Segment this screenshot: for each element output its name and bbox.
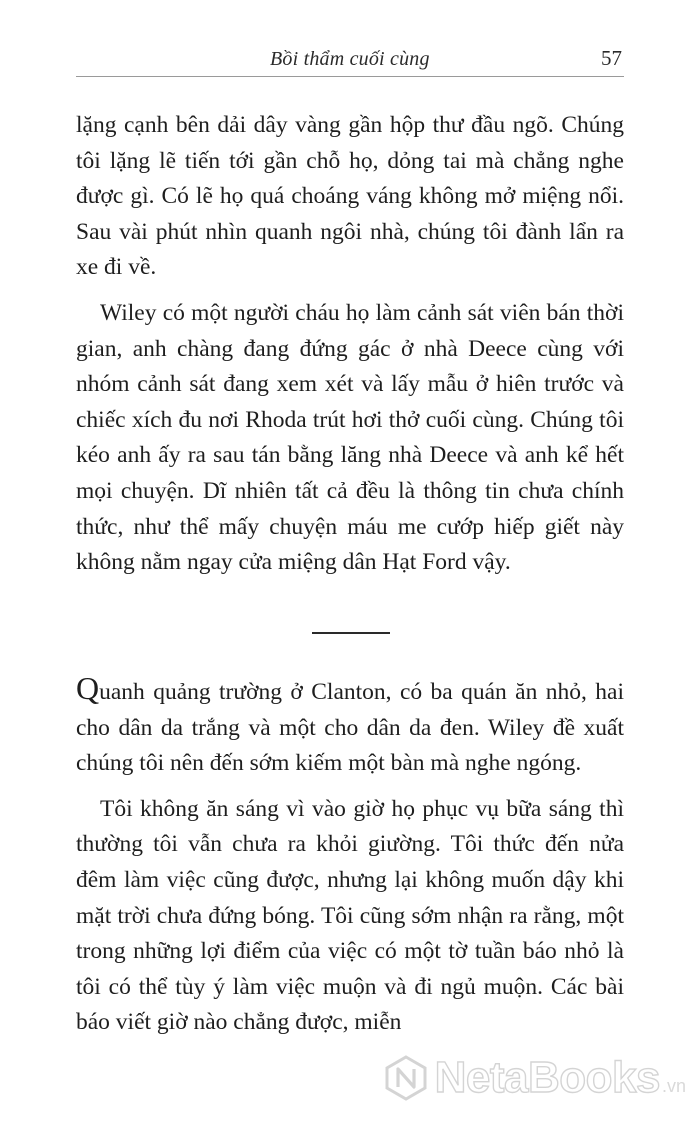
text-block-bottom <box>76 672 624 1051</box>
header-divider <box>76 76 624 77</box>
watermark-brand: NetaBooks <box>434 1053 660 1102</box>
paragraph-section-opening <box>76 672 624 782</box>
page-number: 57 <box>601 46 622 70</box>
watermark <box>383 1053 686 1103</box>
section-break-rule <box>312 632 390 634</box>
drop-cap: Q <box>76 670 100 706</box>
paragraph-opening-text: uanh quảng trường ở Clanton, có ba quán ăn nhỏ, hai cho dân da trắng và một cho dân da đen. Wiley đề xuất chúng tôi nên đến sớm kiếm một bàn mà nghe ngóng. <box>76 679 624 777</box>
running-title: Bồi thẩm cuối cùng <box>270 48 430 70</box>
paragraph-continued: lặng cạnh bên dải dây vàng gần hộp thư đầu ngõ. Chúng tôi lặng lẽ tiến tới gần chỗ họ, dỏng tai mà chẳng nghe được gì. Có lẽ họ quá choáng váng không mở miệng nổi. Sau vài phút nhìn quanh ngôi nhà, chúng tôi đành lẩn ra xe đi về. <box>76 112 624 281</box>
text-block-top <box>76 108 624 591</box>
watermark-suffix: .vn <box>661 1076 686 1096</box>
paragraph-wiley-cousin: Wiley có một người cháu họ làm cảnh sát viên bán thời gian, anh chàng đang đứng gác ở nhà Deece cùng với nhóm cảnh sát đang xem xét và lấy mẫu ở hiên trước và chiếc xích đu nơi Rhoda trút hơi thở cuối cùng. Chúng tôi kéo anh ấy ra sau tán bằng lăng nhà Deece và anh kể hết mọi chuyện. Dĩ nhiên tất cả đều là thông tin chưa chính thức, như thể mấy chuyện máu me cướp hiếp giết này không nằm ngay cửa miệng dân Hạt Ford vậy. <box>76 299 624 576</box>
netabooks-logo-icon <box>383 1055 429 1101</box>
paragraph-breakfast: Tôi không ăn sáng vì vào giờ họ phục vụ bữa sáng thì thường tôi vẫn chưa ra khỏi giường. Tôi thức đến nửa đêm làm việc cũng được, nhưng lại không muốn dậy khi mặt trời chưa đứng bóng. Tôi cũng sớm nhận ra rằng, một trong những lợi điểm của việc có một tờ tuần báo nhỏ là tôi có thể tùy ý làm việc muộn và đi ngủ muộn. Các bài báo viết giờ nào chẳng được, miễn <box>76 795 624 1036</box>
page-header <box>0 44 700 74</box>
